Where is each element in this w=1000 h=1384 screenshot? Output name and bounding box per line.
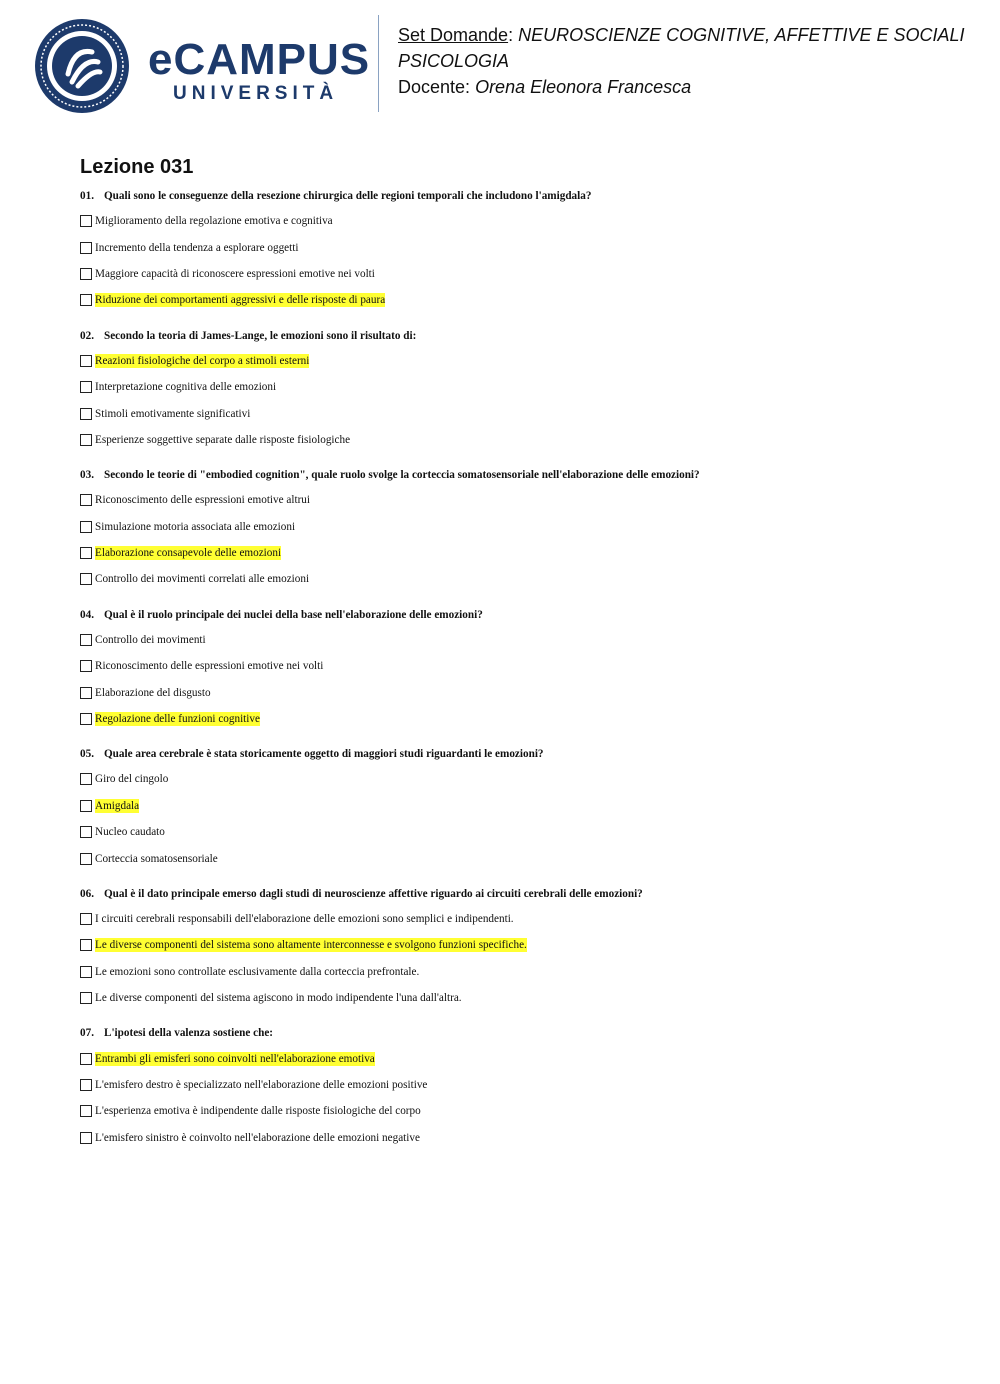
- answer-label: Giro del cingolo: [95, 773, 169, 786]
- answer-option[interactable]: [80, 1072, 980, 1098]
- answer-label: Esperienze soggettive separate dalle risposte fisiologiche: [95, 433, 351, 446]
- answer-option[interactable]: [80, 566, 980, 592]
- answer-label: L'emisfero destro è specializzato nell'elaborazione delle emozioni positive: [95, 1078, 428, 1091]
- answer-option[interactable]: [80, 959, 980, 985]
- answer-option[interactable]: [80, 487, 980, 513]
- answer-checkbox[interactable]: [80, 1132, 92, 1144]
- question-text: [80, 328, 980, 345]
- answer-label: Riconoscimento delle espressioni emotive altrui: [95, 494, 310, 507]
- question-prompt: L'ipotesi della valenza sostiene che:: [103, 1027, 274, 1040]
- answer-option[interactable]: [80, 845, 980, 871]
- question-number: 05.: [80, 748, 94, 761]
- answer-option[interactable]: [80, 679, 980, 705]
- question-prompt: Qual è il dato principale emerso dagli studi di neuroscienze affettive riguardo ai circuiti cerebrali delle emozioni?: [103, 887, 643, 900]
- answer-option[interactable]: [80, 819, 980, 845]
- answer-option[interactable]: [80, 208, 980, 234]
- question-number: 03.: [80, 469, 94, 482]
- answer-option[interactable]: [80, 287, 980, 313]
- answer-option[interactable]: [80, 400, 980, 426]
- answer-option[interactable]: [80, 261, 980, 287]
- answer-checkbox[interactable]: [80, 573, 92, 585]
- correct-answer-label: Regolazione delle funzioni cognitive: [95, 713, 260, 726]
- answer-checkbox[interactable]: [80, 242, 92, 254]
- answer-option[interactable]: [80, 1045, 980, 1071]
- answer-label: Nucleo caudato: [95, 826, 165, 839]
- question-number: 04.: [80, 608, 94, 621]
- question-text: [80, 1025, 980, 1042]
- question-list: [80, 188, 980, 1165]
- answer-label: L'emisfero sinistro è coinvolto nell'elaborazione delle emozioni negative: [95, 1131, 420, 1144]
- question-number: 07.: [80, 1027, 94, 1040]
- answer-option[interactable]: [80, 348, 980, 374]
- answer-label: Miglioramento della regolazione emotiva e cognitiva: [95, 215, 333, 228]
- question-block: [80, 188, 980, 314]
- question-text: [80, 886, 980, 903]
- answer-label: Controllo dei movimenti: [95, 633, 206, 646]
- answer-label: Le diverse componenti del sistema agiscono in modo indipendente l'una dall'altra.: [95, 992, 462, 1005]
- answer-checkbox[interactable]: [80, 1053, 92, 1065]
- answer-checkbox[interactable]: [80, 381, 92, 393]
- docente-name: Orena Eleonora Francesca: [475, 77, 692, 97]
- answer-checkbox[interactable]: [80, 773, 92, 785]
- answer-checkbox[interactable]: [80, 268, 92, 280]
- question-block: [80, 607, 980, 733]
- answer-checkbox[interactable]: [80, 913, 92, 925]
- correct-answer-label: Reazioni fisiologiche del corpo a stimoli esterni: [95, 354, 310, 367]
- docente-label: Docente: [398, 77, 466, 97]
- answer-checkbox[interactable]: [80, 992, 92, 1004]
- answer-option[interactable]: [80, 514, 980, 540]
- question-block: [80, 467, 980, 593]
- answer-label: I circuiti cerebrali responsabili dell'elaborazione delle emozioni sono semplici e indipendenti.: [95, 913, 514, 925]
- answer-label: Maggiore capacità di riconoscere espressioni emotive nei volti: [95, 267, 375, 280]
- answer-checkbox[interactable]: [80, 687, 92, 699]
- question-prompt: Secondo le teorie di "embodied cognition", quale ruolo svolge la corteccia somatosensoriale nell'elaborazione delle emozioni?: [103, 469, 700, 482]
- answer-checkbox[interactable]: [80, 294, 92, 306]
- answer-label: Le emozioni sono controllate esclusivamente dalla corteccia prefrontale.: [95, 965, 420, 978]
- question-prompt: Secondo la teoria di James-Lange, le emozioni sono il risultato di:: [103, 329, 417, 342]
- answer-checkbox[interactable]: [80, 1105, 92, 1117]
- answer-label: Riconoscimento delle espressioni emotive nei volti: [95, 660, 324, 673]
- answer-label: Corteccia somatosensoriale: [95, 852, 218, 865]
- answer-checkbox[interactable]: [80, 355, 92, 367]
- answer-label: Elaborazione del disgusto: [95, 686, 211, 699]
- answer-label: L'esperienza emotiva è indipendente dalle risposte fisiologiche del corpo: [95, 1105, 421, 1118]
- answer-option[interactable]: [80, 1098, 980, 1124]
- answer-option[interactable]: [80, 234, 980, 260]
- answer-checkbox[interactable]: [80, 215, 92, 227]
- answer-checkbox[interactable]: [80, 826, 92, 838]
- question-text: [80, 607, 980, 624]
- question-block: [80, 1025, 980, 1151]
- logo-wordmark: eCAMPUS: [148, 35, 371, 84]
- correct-answer-label: Elaborazione consapevole delle emozioni: [95, 547, 282, 560]
- answer-checkbox[interactable]: [80, 434, 92, 446]
- answer-checkbox[interactable]: [80, 634, 92, 646]
- question-block: [80, 328, 980, 454]
- answer-checkbox[interactable]: [80, 713, 92, 725]
- answer-checkbox[interactable]: [80, 939, 92, 951]
- logo-subtitle: UNIVERSITÀ: [173, 83, 339, 104]
- answer-checkbox[interactable]: [80, 408, 92, 420]
- answer-option[interactable]: [80, 627, 980, 653]
- answer-option[interactable]: [80, 906, 980, 932]
- question-number: 06.: [80, 887, 94, 900]
- answer-option[interactable]: [80, 793, 980, 819]
- course-line: Set Domande: NEUROSCIENZE COGNITIVE, AFFETTIVE E SOCIALI: [398, 25, 965, 45]
- answer-option[interactable]: [80, 540, 980, 566]
- correct-answer-label: Riduzione dei comportamenti aggressivi e delle risposte di paura: [95, 294, 386, 307]
- docente-line: Docente: Orena Eleonora Francesca: [398, 77, 692, 97]
- page-header: [0, 0, 1000, 120]
- answer-option[interactable]: [80, 653, 980, 679]
- correct-answer-label: Le diverse componenti del sistema sono altamente interconnesse e svolgono funzioni specifiche.: [95, 939, 527, 952]
- answer-option[interactable]: [80, 706, 980, 732]
- course-name: NEUROSCIENZE COGNITIVE, AFFETTIVE E SOCIALI: [518, 25, 965, 45]
- answer-option[interactable]: [80, 766, 980, 792]
- answer-checkbox[interactable]: [80, 494, 92, 506]
- answer-option[interactable]: [80, 427, 980, 453]
- question-number: 02.: [80, 329, 94, 342]
- question-number: 01.: [80, 190, 94, 202]
- question-prompt: Quale area cerebrale è stata storicamente oggetto di maggiori studi riguardanti le emozioni?: [103, 748, 544, 761]
- answer-label: Stimoli emotivamente significativi: [95, 407, 251, 420]
- answer-option[interactable]: [80, 1125, 980, 1151]
- answer-checkbox[interactable]: [80, 853, 92, 865]
- answer-checkbox[interactable]: [80, 660, 92, 672]
- question-text: [80, 467, 980, 484]
- course-degree: PSICOLOGIA: [398, 51, 510, 71]
- lesson-title: Lezione 031: [80, 156, 194, 178]
- correct-answer-label: Amigdala: [95, 799, 140, 812]
- answer-option[interactable]: [80, 932, 980, 958]
- question-text: [80, 746, 980, 763]
- question-block: [80, 886, 980, 1012]
- answer-option[interactable]: [80, 374, 980, 400]
- answer-label: Interpretazione cognitiva delle emozioni: [95, 381, 277, 394]
- answer-label: Incremento della tendenza a esplorare oggetti: [95, 241, 299, 254]
- question-block: [80, 746, 980, 872]
- answer-label: Controllo dei movimenti correlati alle emozioni: [95, 573, 310, 586]
- answer-checkbox[interactable]: [80, 521, 92, 533]
- answer-label: Simulazione motoria associata alle emozioni: [95, 520, 296, 533]
- answer-option[interactable]: [80, 985, 980, 1011]
- header-course-info: [398, 22, 988, 100]
- answer-checkbox[interactable]: [80, 1079, 92, 1091]
- answer-checkbox[interactable]: [80, 800, 92, 812]
- question-text: [80, 188, 980, 205]
- ecampus-seal-icon: [34, 18, 130, 114]
- question-prompt: Quali sono le conseguenze della resezione chirurgica delle regioni temporali che includono l'amigdala?: [103, 190, 592, 202]
- answer-checkbox[interactable]: [80, 966, 92, 978]
- question-prompt: Qual è il ruolo principale dei nuclei della base nell'elaborazione delle emozioni?: [103, 608, 483, 621]
- set-label: Set Domande: [398, 25, 509, 45]
- header-divider: [378, 15, 379, 112]
- correct-answer-label: Entrambi gli emisferi sono coinvolti nell'elaborazione emotiva: [95, 1052, 375, 1065]
- answer-checkbox[interactable]: [80, 547, 92, 559]
